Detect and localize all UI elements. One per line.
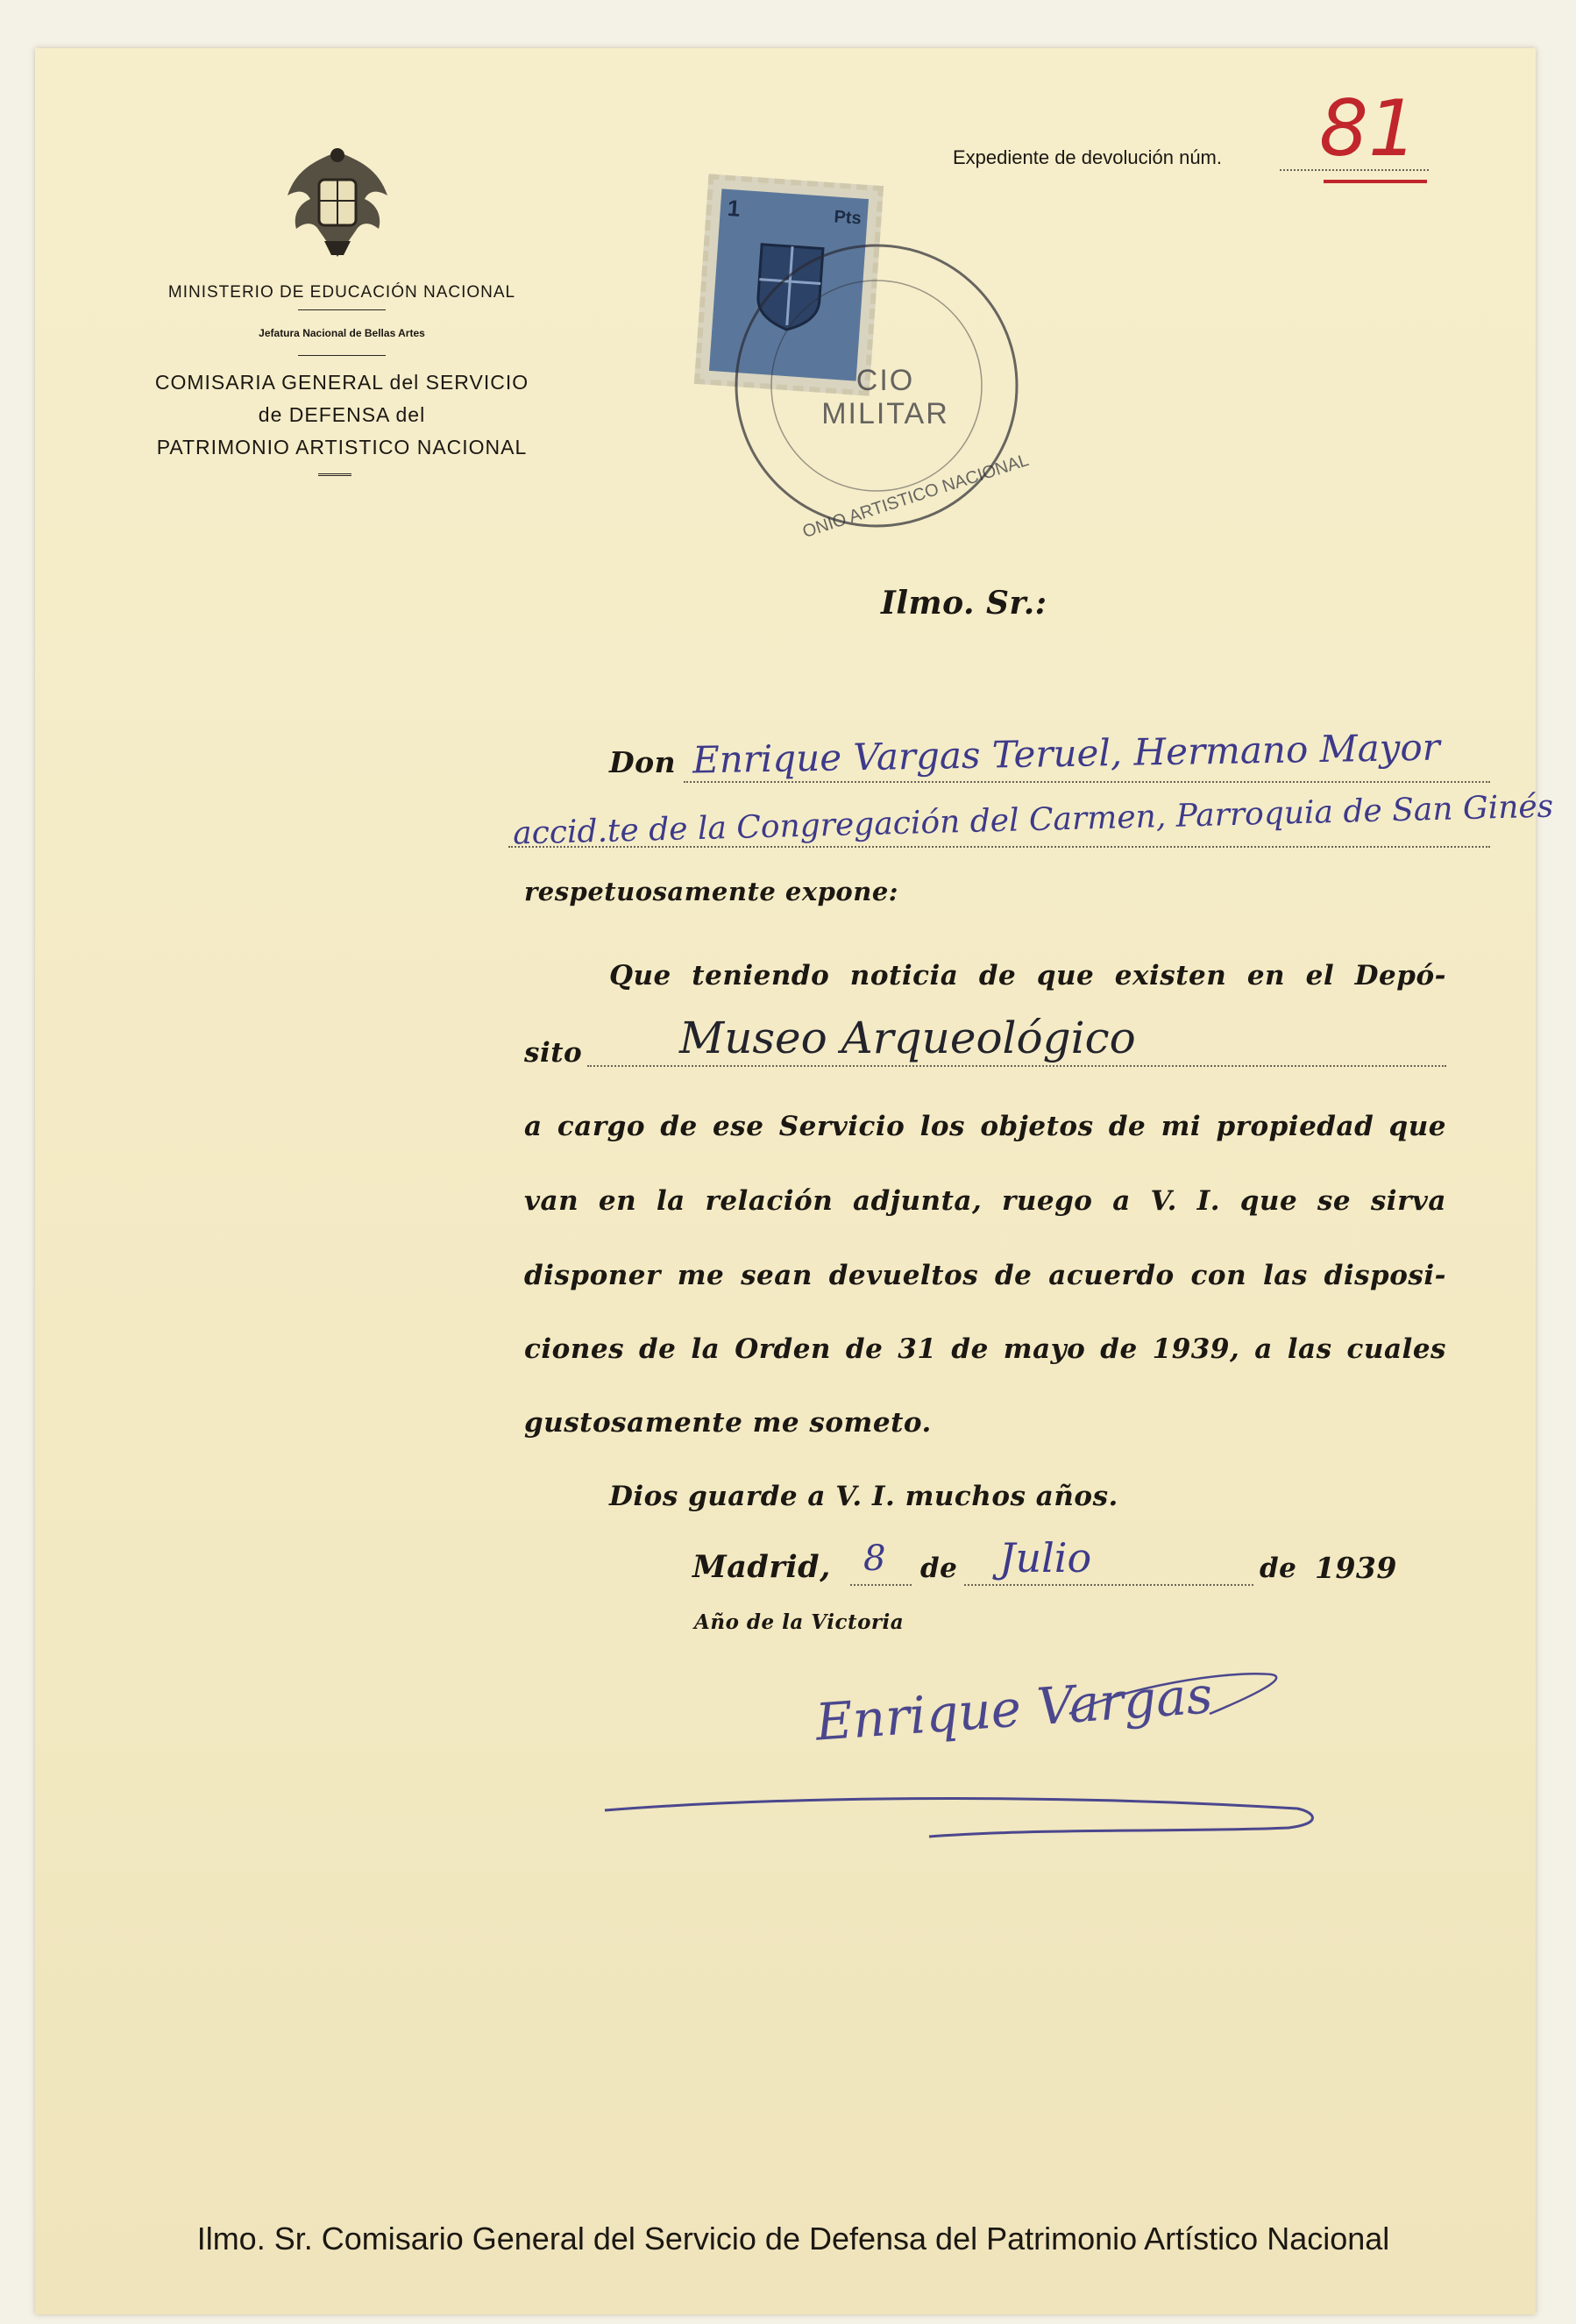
body-line-3: van en la relación adjunta, ruego a V. I. que se sirva <box>524 1185 1446 1217</box>
handwritten-name-line-1: Enrique Vargas Teruel, Hermano Mayor <box>692 725 1441 782</box>
expediente-number: 81 <box>1319 83 1417 174</box>
day-dotted-line <box>850 1584 912 1586</box>
closing-line: Dios guarde a V. I. muchos años. <box>609 1481 1118 1512</box>
place-label: Madrid, <box>692 1549 831 1585</box>
body-line-1: Que teniendo noticia de que existen en el Depó- <box>609 960 1446 991</box>
sito-label: sito <box>524 1037 583 1069</box>
comisaria-line-1: COMISARIA GENERAL del SERVICIO <box>154 371 529 394</box>
signature: Enrique Vargas <box>813 1665 1215 1752</box>
body-line-6: gustosamente me someto. <box>524 1407 932 1439</box>
body-line-2: a cargo de ese Servicio los objetos de mi propiedad que <box>524 1111 1446 1142</box>
name-dotted-line <box>684 781 1490 783</box>
header-end-mark <box>318 473 351 480</box>
footer-addressee: Ilmo. Sr. Comisario General del Servicio de Defensa del Patrimonio Artístico Nacional <box>196 2221 1390 2256</box>
postmark-center-text: CIO MILITAR <box>821 364 949 430</box>
postmark-ring-text: ONIO ARTISTICO NACIONAL <box>800 450 1032 543</box>
jefatura-name: Jefatura Nacional de Bellas Artes <box>259 327 425 339</box>
comisaria-line-2: de DEFENSA del <box>258 403 426 426</box>
deposit-dotted-line <box>587 1065 1446 1067</box>
ministry-name: MINISTERIO DE EDUCACIÓN NACIONAL <box>167 283 516 302</box>
salutation: Ilmo. Sr.: <box>881 585 1047 622</box>
coat-of-arms-emblem <box>280 143 394 266</box>
header-divider <box>298 309 386 310</box>
month-dotted-line <box>964 1584 1253 1586</box>
letter-sheet <box>35 48 1554 2314</box>
don-label: Don <box>609 745 677 779</box>
expediente-underline <box>1324 180 1427 183</box>
stamp-currency: Pts <box>833 207 863 229</box>
victoria-label: Año de la Victoria <box>694 1610 905 1634</box>
handwritten-name-line-2: accid.te de la Congregación del Carmen, Parroquia de San Ginés <box>512 788 1554 852</box>
body-line-5: ciones de la Orden de 31 de mayo de 1939, a las cuales <box>524 1333 1446 1365</box>
handwritten-month: Julio <box>999 1534 1092 1581</box>
header-divider <box>298 355 386 356</box>
handwritten-day: 8 <box>863 1539 886 1579</box>
de-label-1: de <box>920 1553 958 1584</box>
comisaria-line-3: PATRIMONIO ARTISTICO NACIONAL <box>156 436 528 458</box>
body-line-4: disponer me sean devueltos de acuerdo con las disposi- <box>524 1260 1446 1291</box>
de-label-2: de <box>1260 1553 1297 1584</box>
handwritten-deposit: Museo Arqueológico <box>679 1013 1136 1063</box>
stamp-denomination: 1 <box>726 194 742 222</box>
expediente-label: Expediente de devolución núm. <box>953 146 1222 168</box>
signature-flourish <box>596 1652 1350 1854</box>
year-label: 1939 <box>1315 1551 1397 1585</box>
expone-line: respetuosamente expone: <box>524 877 898 906</box>
